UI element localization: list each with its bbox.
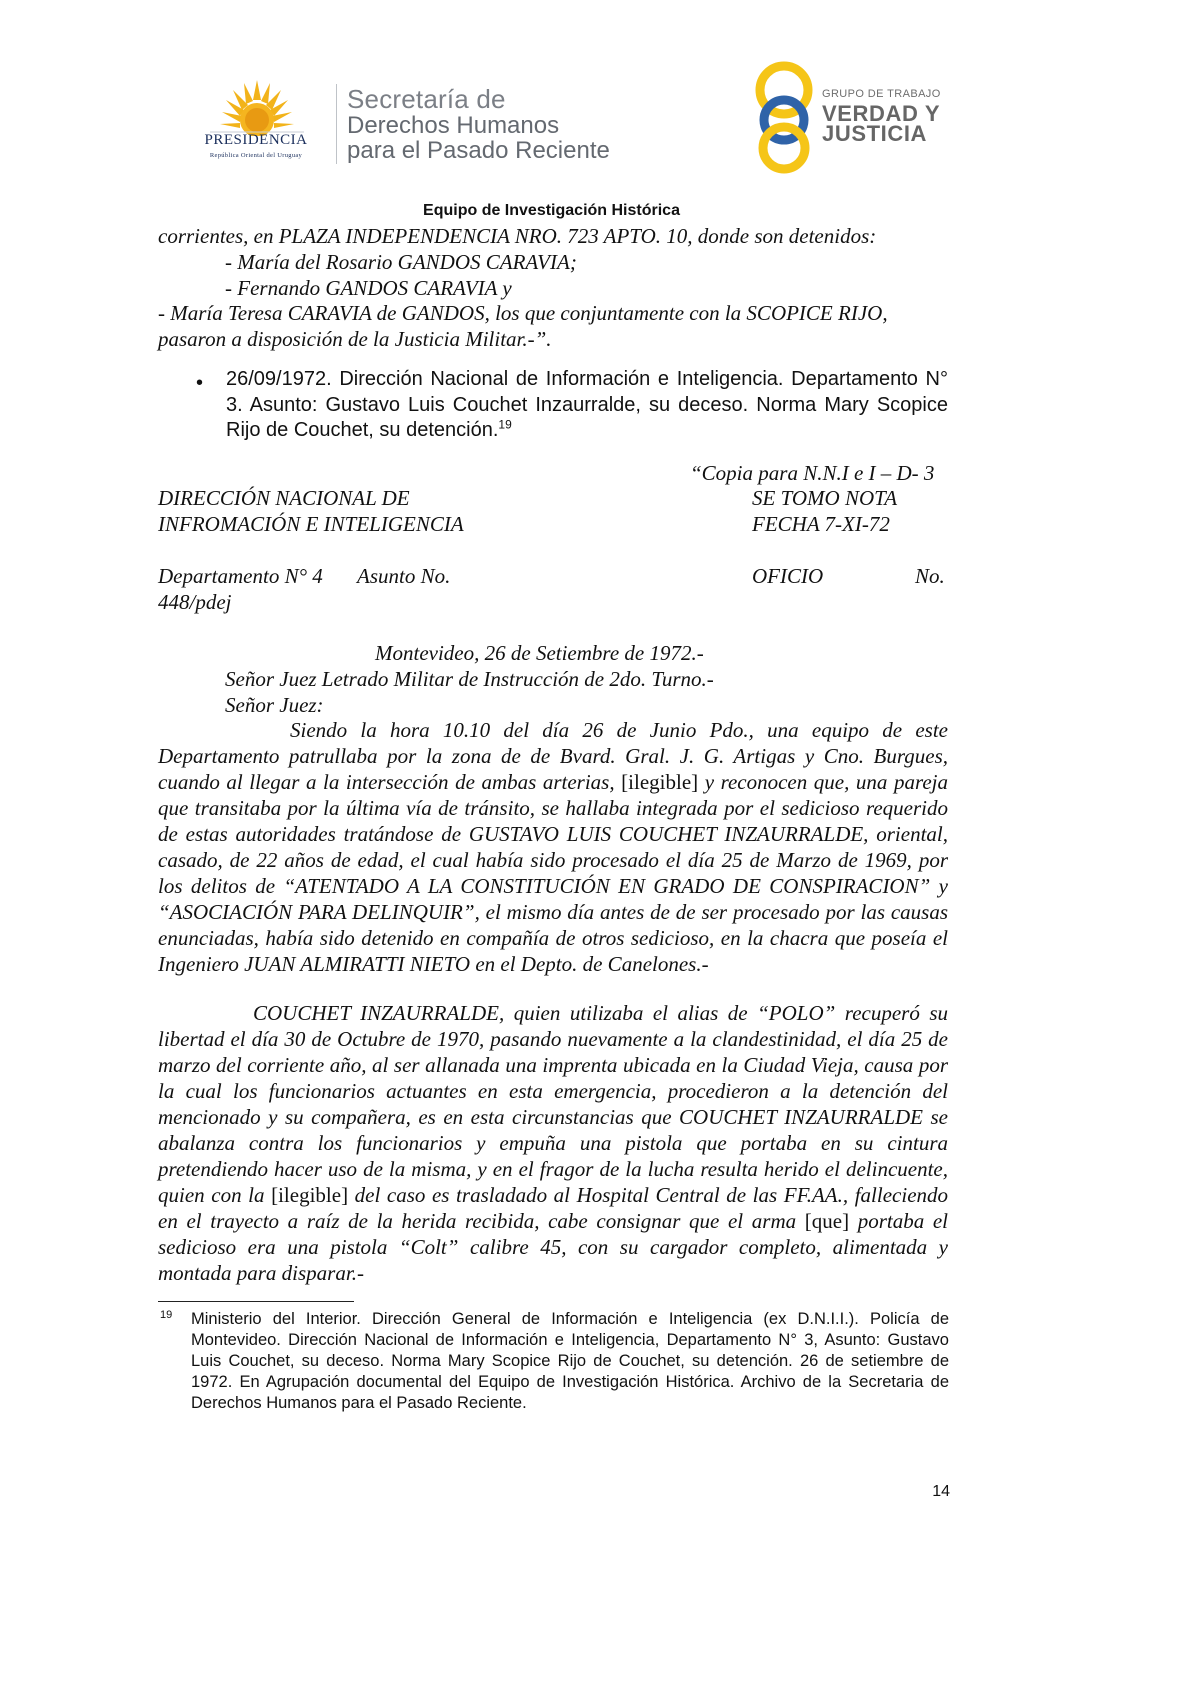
department-label: Departamento N° 4: [158, 564, 323, 588]
detainee-item: - Fernando GANDOS CARAVIA y: [225, 276, 512, 300]
logo-divider: [336, 84, 337, 164]
presidencia-label: PRESIDENCIA: [204, 132, 308, 148]
secretaria-line-1: Secretaría de: [347, 84, 506, 114]
org-name-line-2: INFROMACIÓN E INTELIGENCIA: [158, 512, 464, 536]
continuation-line: corrientes, en PLAZA INDEPENDENCIA NRO. 723 APTO. 10, donde son detenidos:: [158, 224, 877, 248]
verdad-label: VERDAD Y: [822, 101, 941, 126]
footnote-separator: [158, 1301, 354, 1302]
bullet-icon: •: [196, 372, 204, 394]
org-name-line-1: DIRECCIÓN NACIONAL DE: [158, 486, 410, 510]
paragraph-text: COUCHET INZAURRALDE, quien utilizaba el alias de “POLO” recuperó su libertad el día 30 de Octubre de 1970, pasando nuevamente a la clandestinidad, el día 25 de marzo del corriente año, al ser allanada una imprenta ubicada en la Ciudad Vieja, causa por la cual los funcionarios actuantes en esta emergencia, procedieron a la detención del mencionado y su compañera, es en esta circunstancias que COUCHET INZAURRALDE se abalanza contra los funcionarios y empuña una pistola que portaba en su cintura pretendiendo hacer uso de la misma, y en el fragor de la lucha resulta herido el delincuente, quien con la: [158, 1001, 948, 1207]
continuation-line: - María Teresa CARAVIA de GANDOS, los que conjuntamente con la SCOPICE RIJO,: [158, 301, 888, 325]
sun-icon: [220, 80, 294, 136]
asunto-label: Asunto No.: [357, 564, 451, 588]
secretaria-line-3: para el Pasado Reciente: [347, 137, 610, 164]
verdad-justicia-rings-logo: [752, 58, 832, 174]
bullet-entry: [226, 367, 948, 444]
paragraph-text: portaba el sedicioso era una pistola “Colt” calibre 45, con su cargador completo, alimentada y montada para disparar.-: [158, 1209, 948, 1285]
rings-icon: [760, 66, 808, 169]
footnote-number: 19: [160, 1309, 173, 1321]
salutation: Señor Juez:: [225, 693, 324, 717]
republica-label: República Oriental del Uruguay: [209, 152, 303, 159]
paragraph-text: Siendo la hora 10.10 del día 26 de Junio Pdo., una equipo de este Departamento patrullaba por la zona de de Bvard. Gral. J. G. Artigas y Cno. Burgues, cuando al llegar a la intersección de ambas arterias,: [158, 718, 948, 794]
oficio-label: OFICIO: [752, 564, 824, 588]
editorial-insertion: [que]: [804, 1209, 850, 1233]
paragraph-text: del caso es trasladado al Hospital Central de las FF.AA., falleciendo en el trayecto a raíz de la herida recibida, cabe consignar que el arma: [158, 1183, 949, 1233]
body-paragraph-2: [158, 1000, 948, 1286]
page-number: 14: [932, 1483, 950, 1500]
detainee-item: - María del Rosario GANDOS CARAVIA;: [225, 250, 577, 274]
paragraph-text: y reconocen que, una pareja que transitaba por la última vía de tránsito, se hallaba integrada por el sedicioso requerido de estas autoridades tratándose de GUSTAVO LUIS COUCHET INZAURRALDE, oriental, casado, de 22 años de edad, el cual había sido procesado el día 25 de Marzo de 1969, por los delitos de “ATENTADO A LA CONSTITUCIÓN EN GRADO DE CONSPIRACION” y “ASOCIACIÓN PARA DELINQUIR”, el mismo día antes de de ser procesado por las causas enunciadas, había sido detenido en compañía de otros sedicioso, en la chacra que poseía el Ingeniero JUAN ALMIRATTI NIETO en el Depto. de Canelones.-: [158, 770, 949, 976]
grupo-trabajo-label: GRUPO DE TRABAJO: [822, 88, 941, 100]
body-paragraph-1: [158, 717, 948, 977]
continuation-line: pasaron a disposición de la Justicia Militar.-”.: [158, 327, 552, 351]
justicia-label: JUSTICIA: [822, 121, 928, 146]
footnote-text: Ministerio del Interior. Dirección General de Información e Inteligencia (ex D.N.I.I.). Policía de Montevideo. Dirección Nacional de Información e Inteligencia, Departamento N° 3, Asunto: Gustavo Luis Couchet, su deceso. Norma Mary Scopice Rijo de Couchet, su detención. 26 de setiembre de 1972. En Agrupación documental del Equipo de Investigación Histórica. Archivo de la Secretaria de Derechos Humanos para el Pasado Reciente.: [191, 1310, 949, 1412]
illegible-mark: [ilegible]: [271, 1183, 349, 1207]
stamp-line-1: SE TOMO NOTA: [752, 486, 898, 510]
oficio-number: 448/pdej: [158, 590, 232, 614]
secretaria-line-2: Derechos Humanos: [347, 112, 560, 139]
illegible-mark: [ilegible]: [621, 770, 699, 794]
stamp-line-2: FECHA 7-XI-72: [752, 512, 890, 536]
addressee-line: Señor Juez Letrado Militar de Instrucción de 2do. Turno.-: [225, 667, 714, 691]
bullet-entry-text: 26/09/1972. Dirección Nacional de Información e Inteligencia. Departamento N° 3. Asunto: Gustavo Luis Couchet Inzaurralde, su deceso. Norma Mary Scopice Rijo de Couchet, su detención.: [226, 368, 948, 441]
date-line: Montevideo, 26 de Setiembre de 1972.-: [375, 641, 704, 665]
footnote-ref[interactable]: 19: [498, 417, 512, 432]
team-title: Equipo de Investigación Histórica: [423, 202, 680, 219]
oficio-no-label: No.: [915, 564, 945, 588]
copy-note: “Copia para N.N.I e I – D- 3: [690, 461, 935, 485]
